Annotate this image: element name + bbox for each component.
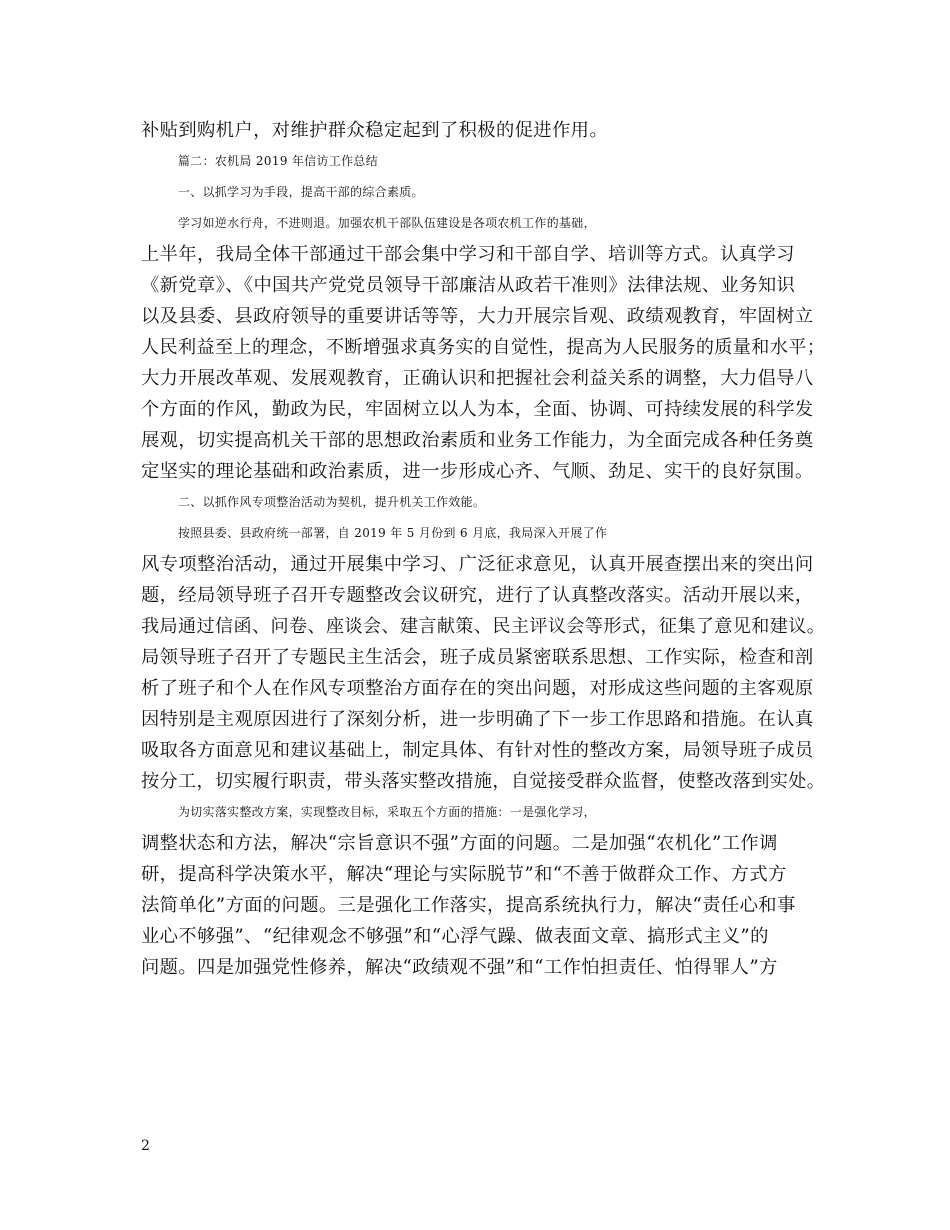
- text-line: 吸取各方面意见和建议基础上，制定具体、有针对性的整改方案，局领导班子成员: [141, 740, 814, 761]
- text-line: 法简单化”方面的问题。三是强化工作落实，提高系统执行力，解决“责任心和事: [141, 895, 796, 916]
- text-line: 析了班子和个人在作风专项整治方面存在的突出问题，对形成这些问题的主客观原: [141, 678, 814, 699]
- text-line: 个方面的作风，勤政为民，牢固树立以人为本，全面、协调、可持续发展的科学发: [141, 399, 814, 420]
- text-line: 因特别是主观原因进行了深刻分析，进一步明确了下一步工作思路和措施。在认真: [141, 709, 814, 730]
- text-line: 业心不够强”、“纪律观念不够强”和“心浮气躁、做表面文章、搞形式主义”的: [141, 926, 769, 947]
- text-line: 问题。四是加强党性修养，解决“政绩观不强”和“工作怕担责任、怕得罪人”方: [141, 957, 778, 978]
- text-line: 为切实落实整改方案，实现整改目标，采取五个方面的措施：一是强化学习，: [178, 805, 596, 819]
- text-line: 一、以抓学习为手段，提高干部的综合素质。: [178, 185, 424, 199]
- text-line: 调整状态和方法，解决“宗旨意识不强”方面的问题。二是加强“农机化”工作调: [141, 833, 778, 854]
- text-line: 展观，切实提高机关干部的思想政治素质和业务工作能力，为全面完成各种任务奠: [141, 430, 814, 451]
- text-line: 人民利益至上的理念，不断增强求真务实的自觉性，提高为人民服务的质量和水平；: [141, 337, 826, 358]
- text-line: 以及县委、县政府领导的重要讲话等等，大力开展宗旨观、政绩观教育，牢固树立: [141, 306, 814, 327]
- text-line: 大力开展改革观、发展观教育，正确认识和把握社会利益关系的调整，大力倡导八: [141, 368, 814, 389]
- text-line: 研，提高科学决策水平，解决“理论与实际脱节”和“不善于做群众工作、方式方: [141, 864, 787, 885]
- text-line: 风专项整治活动，通过开展集中学习、广泛征求意见，认真开展查摆出来的突出问: [141, 554, 814, 575]
- page-number: 2: [141, 1138, 150, 1154]
- text-line: 按分工，切实履行职责，带头落实整改措施，自觉接受群众监督，使整改落到实处。: [141, 771, 826, 792]
- text-line: 篇二：农机局 2019 年信访工作总结: [178, 154, 378, 168]
- text-line: 补贴到购机户，对维护群众稳定起到了积极的促进作用。: [141, 120, 609, 141]
- text-line: 按照县委、县政府统一部署，自 2019 年 5 月份到 6 月底，我局深入开展了作: [178, 526, 608, 540]
- text-line: 定坚实的理论基础和政治素质，进一步形成心齐、气顺、劲足、实干的良好氛围。: [141, 461, 814, 482]
- text-line: 《新党章》、《中国共产党党员领导干部廉洁从政若干准则》法律法规、业务知识: [141, 275, 796, 296]
- document-body: [141, 115, 829, 983]
- text-line: 题，经局领导班子召开专题整改会议研究，进行了认真整改落实。活动开展以来，: [141, 585, 814, 606]
- text-line: 我局通过信函、问卷、座谈会、建言献策、民主评议会等形式，征集了意见和建议。: [141, 616, 826, 637]
- text-line: 局领导班子召开了专题民主生活会，班子成员紧密联系思想、工作实际，检查和剖: [141, 647, 814, 668]
- text-line: 学习如逆水行舟，不进则退。加强农机干部队伍建设是各项农机工作的基础，: [178, 216, 596, 230]
- text-line: 二、以抓作风专项整治活动为契机，提升机关工作效能。: [178, 495, 486, 509]
- text-line: 上半年，我局全体干部通过干部会集中学习和干部自学、培训等方式。认真学习: [141, 244, 795, 265]
